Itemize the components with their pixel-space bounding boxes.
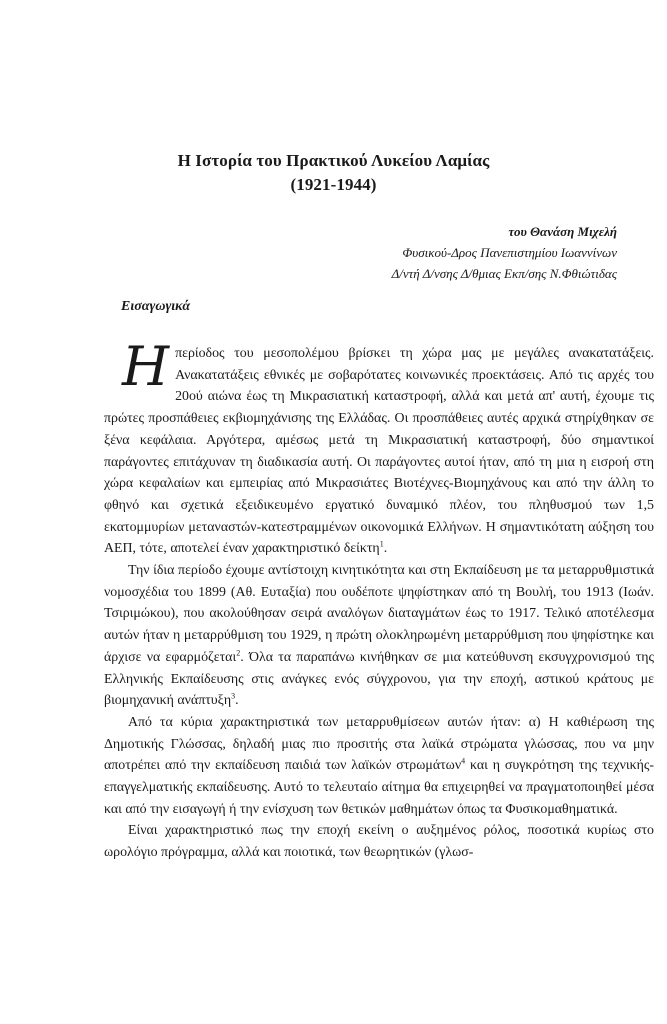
paragraph-4: [104, 820, 654, 863]
footnote-ref-3: 3: [231, 691, 236, 701]
paragraph-2-text-b: . Όλα τα παραπάνω κινήθηκαν σε μια κατεύθυνση εκσυγχρονισμού της Ελληνικής Εκπαίδευσης στις ανάγκες ενός σύγχρονου, για την εποχή, αστικού κράτους με βιομηχανική ανάπτυξη: [104, 649, 654, 709]
paragraph-2-text-c: .: [235, 693, 239, 709]
footnote-ref-1: 1: [379, 539, 384, 549]
paragraph-2: [104, 560, 654, 712]
footnote-ref-2: 2: [236, 648, 241, 658]
drop-cap: Η: [122, 335, 170, 398]
paragraph-3-text-b: και η συγκρότηση της τεχνικής-επαγγελματικής εκπαίδευσης. Αυτό το τελευταίο αίτημα θα επιχειρηθεί να πραγματοποιηθεί μέσα και από την εισαγωγή ή την ενίσχυση των θετικών μαθημάτων όπως τα Φυσικομαθηματικά.: [104, 758, 654, 817]
paragraph-3-text-a: Από τα κύρια χαρακτηριστικά των μεταρρυθμίσεων αυτών ήταν: α) Η καθιέρωση της Δημοτικής Γλώσσας, δηλαδή μιας πιο προσιτής στα λαϊκά στρώματα γλώσσας, που να μην αποτρέπει από την εκπαίδευση παιδιά των λαϊκών στρωμάτων: [104, 714, 654, 774]
section-heading: Εισαγωγικά: [121, 299, 191, 314]
body-text: [104, 335, 654, 864]
author-block: [392, 221, 617, 284]
paragraph-2-text-a: Την ίδια περίοδο έχουμε αντίστοιχη κινητικότητα και στη Εκπαίδευση με τα μεταρρυθμιστικά νομοσχέδια του 1899 (Αθ. Ευταξία) που ουδέποτε ψηφίστηκαν από τη Βουλή, του 1913 (Ιωάν. Τσιριμώκου), που ακολούθησαν σειρά αναλόγων διαταγμάτων έως το 1917. Τελικό αποτέλεσμα αυτών ήταν η μεταρρύθμιση του 1929, η πρώτη ολοκληρωμένη μεταρρύθμιση που ψηφίστηκε και άρχισε να εφαρμόζεται: [104, 563, 654, 665]
paragraph-4-text: Είναι χαρακτηριστικό πως την εποχή εκείνη ο αυξημένος ρόλος, ποσοτικά κυρίως στο ωρολόγιο πρόγραμμα, αλλά και ποιοτικά, των θεωρητικών (γλωσ-: [104, 823, 654, 861]
author-position: Δ/ντή Δ/νσης Δ/θμιας Εκπ/σης Ν.Φθιώτιδας: [391, 266, 617, 281]
paragraph-3: [104, 712, 654, 821]
footnote-ref-4: 4: [461, 756, 466, 766]
author-affiliation: Φυσικού-Δρος Πανεπιστημίου Ιωαννίνων: [402, 245, 617, 260]
paragraph-1: Ηπερίοδος του μεσοπολέμου βρίσκει τη χώρα μας με μεγάλες ανακατατάξεις. Ανακατατάξεις εθνικές με σοβαρότατες κοινωνικές προεκτάσεις. Από τις αρχές του 20ού αιώνα έως τη Μικρασιατική καταστροφή, αλλά και μετά απ' αυτή, έχουμε τις πρώτες προσπάθειες εκβιομηχάνισης της Ελλάδας. Οι προσπάθειες αυτές αρχικά στηρίχθηκαν σε ξένα κεφάλαια. Αργότερα, αμέσως μετά τη Μικρασιατική καταστροφή, δύο σημαντικοί παράγοντες επιτάχυναν τη διαδικασία αυτή. Οι παράγοντες αυτοί ήταν, από τη μια η εισροή στη χώρα κεφαλαίων και εμπειρίας από Μικρασιάτες Βιοτέχνες-Βιομηχάνους και από την άλλη το φθηνό και σχετικά εξειδικευμένο εργατικό δυναμικό πλέον, του πληθυσμού των 1,5 εκατομμυρίων μεταναστών-κατεστραμμένων οικονομικά Ελλήνων. Η σημαντικότατη αύξηση του ΑΕΠ, τότε, αποτελεί έναν χαρακτηριστικό δείκτη$^1$.: [104, 335, 654, 557]
document-title-years: (1921-1944): [290, 175, 377, 194]
document-title: Η Ιστορία του Πρακτικού Λυκείου Λαμίας: [177, 151, 490, 170]
paragraph-1-text: περίοδος του μεσοπολέμου βρίσκει τη χώρα μας με μεγάλες ανακατατάξεις. Ανακατατάξεις εθνικές με σοβαρότατες κοινωνικές προεκτάσεις. Από τις αρχές του 20ού αιώνα έως τη Μικρασιατική καταστροφή, αλλά και μετά απ' αυτή, έχουμε τις πρώτες προσπάθειες εκβιομηχάνισης της Ελλάδας. Οι προσπάθειες αυτές αρχικά στηρίχθηκαν σε ξένα κεφάλαια. Αργότερα, αμέσως μετά τη Μικρασιατική καταστροφή, δύο σημαντικοί παράγοντες επιτάχυναν τη διαδικασία αυτή. Οι παράγοντες αυτοί ήταν, από τη μια η εισροή στη χώρα κεφαλαίων και εμπειρίας από Μικρασιάτες Βιοτέχνες-Βιομηχάνους και από την άλλη το φθηνό και σχετικά εξειδικευμένο εργατικό δυναμικό πλέον, του πληθυσμού των 1,5 εκατομμυρίων μεταναστών-κατεστραμμένων οικονομικά Ελλήνων. Η σημαντικότατη αύξηση του ΑΕΠ, τότε, αποτελεί έναν χαρακτηριστικό δείκτη: [104, 346, 654, 557]
author-name: του Θανάση Μιχελή: [508, 224, 617, 239]
